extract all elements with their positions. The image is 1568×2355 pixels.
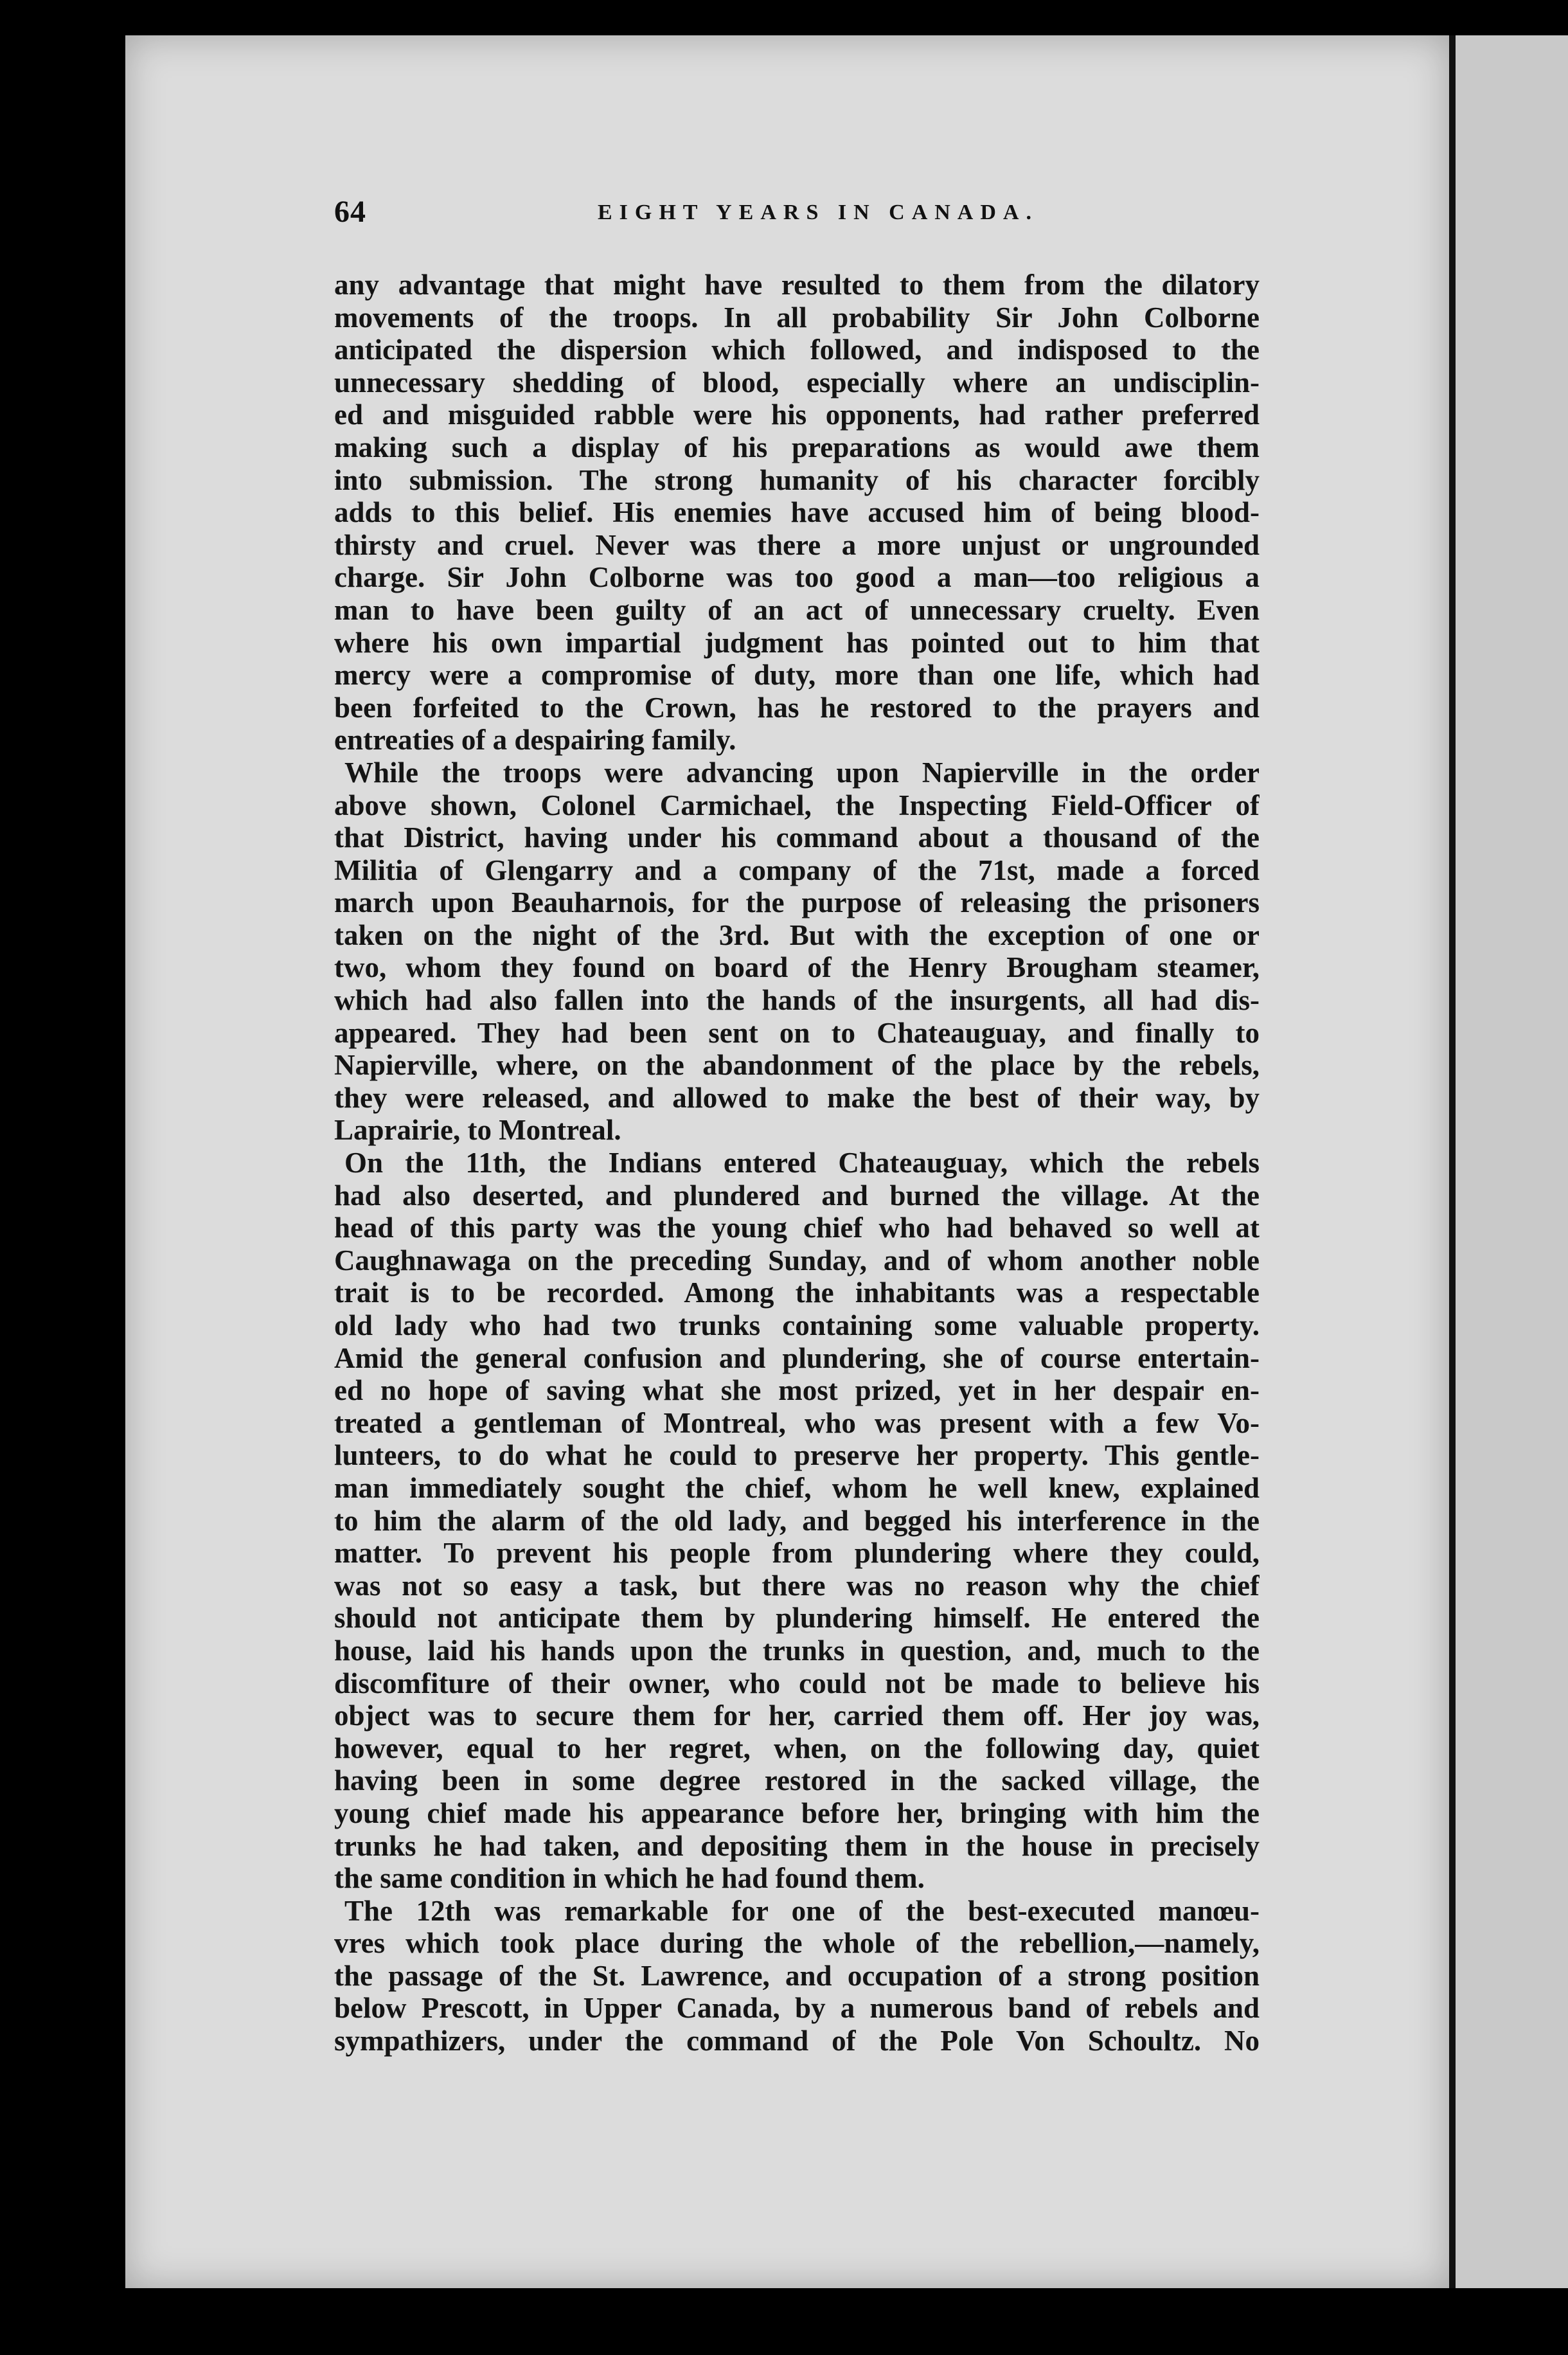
text-line: discomfiture of their owner, who could not be made to believe his [334, 1667, 1260, 1699]
text-line: man to have been guilty of an act of unnecessary cruelty. Even [334, 593, 1260, 626]
body-text [334, 269, 1260, 2057]
text-line: adds to this belief. His enemies have accused him of being blood- [334, 496, 1260, 529]
page-header [334, 194, 1260, 233]
text-line: Militia of Glengarry and a company of the 71st, made a forced [334, 854, 1260, 886]
page-gutter [1449, 35, 1456, 2288]
text-line: head of this party was the young chief who had behaved so well at [334, 1212, 1260, 1244]
text-line: man immediately sought the chief, whom he well knew, explained [334, 1471, 1260, 1504]
text-line: While the troops were advancing upon Napierville in the order [344, 756, 1260, 789]
text-line: thirsty and cruel. Never was there a more unjust or ungrounded [334, 528, 1260, 561]
text-line: Amid the general confusion and plundering, she of course entertain- [334, 1341, 1260, 1374]
text-line: trait is to be recorded. Among the inhabitants was a respectable [334, 1276, 1260, 1309]
text-line: treated a gentleman of Montreal, who was present with a few Vo- [334, 1406, 1260, 1439]
text-line: two, whom they found on board of the Henry Brougham steamer, [334, 951, 1260, 984]
text-line: mercy were a compromise of duty, more than one life, which had [334, 659, 1260, 692]
text-line: The 12th was remarkable for one of the best-executed manœu- [344, 1894, 1260, 1927]
text-line: matter. To prevent his people from plundering where they could, [334, 1537, 1260, 1570]
running-title: EIGHT YEARS IN CANADA. [598, 201, 1038, 224]
text-line: young chief made his appearance before her, bringing with him the [334, 1796, 1260, 1829]
text-line: Caughnawaga on the preceding Sunday, and of whom another noble [334, 1244, 1260, 1276]
text-line: vres which took place during the whole of the rebellion,—namely, [334, 1927, 1260, 1960]
text-line: ed no hope of saving what she most prized, yet in her despair en- [334, 1374, 1260, 1407]
text-line: unnecessary shedding of blood, especially where an undisciplin- [334, 366, 1260, 398]
text-line: movements of the troops. In all probability Sir John Colborne [334, 301, 1260, 334]
text-line: below Prescott, in Upper Canada, by a numerous band of rebels and [334, 1992, 1260, 2025]
text-line: any advantage that might have resulted to them from the dilatory [334, 269, 1260, 301]
text-line: Napierville, where, on the abandonment of the place by the rebels, [334, 1049, 1260, 1082]
text-line: march upon Beauharnois, for the purpose of releasing the prisoners [334, 886, 1260, 919]
text-line: sympathizers, under the command of the Pole Von Schoultz. No [334, 2025, 1260, 2057]
text-line: house, laid his hands upon the trunks in question, and, much to the [334, 1634, 1260, 1667]
text-line: appeared. They had been sent on to Chateauguay, and finally to [334, 1016, 1260, 1049]
text-line: taken on the night of the 3rd. But with the exception of one or [334, 918, 1260, 951]
text-line: was not so easy a task, but there was no reason why the chief [334, 1569, 1260, 1602]
adjacent-page-edge [1456, 35, 1568, 2288]
text-line: however, equal to her regret, when, on the following day, quiet [334, 1732, 1260, 1764]
text-line: trunks he had taken, and depositing them in the house in precisely [334, 1829, 1260, 1862]
text-line: having been in some degree restored in the sacked village, the [334, 1764, 1260, 1797]
text-line: where his own impartial judgment has pointed out to him that [334, 626, 1260, 659]
text-line: Laprairie, to Montreal. [334, 1114, 621, 1147]
page-number: 64 [334, 195, 366, 229]
text-line: anticipated the dispersion which followed, and indisposed to the [334, 334, 1260, 366]
text-line: On the 11th, the Indians entered Chateauguay, which the rebels [344, 1147, 1260, 1179]
text-line: ed and misguided rabble were his opponents, had rather preferred [334, 398, 1260, 431]
text-line: had also deserted, and plundered and burned the village. At the [334, 1179, 1260, 1212]
text-line: they were released, and allowed to make the best of their way, by [334, 1081, 1260, 1114]
text-line: above shown, Colonel Carmichael, the Inspecting Field-Officer of [334, 789, 1260, 821]
text-line: object was to secure them for her, carried them off. Her joy was, [334, 1699, 1260, 1732]
text-line: to him the alarm of the old lady, and begged his interference in the [334, 1504, 1260, 1537]
text-line: the passage of the St. Lawrence, and occupation of a strong position [334, 1959, 1260, 1992]
text-line: making such a display of his preparations as would awe them [334, 431, 1260, 463]
text-line: the same condition in which he had found them. [334, 1862, 925, 1895]
text-line: that District, having under his command about a thousand of the [334, 821, 1260, 854]
text-line: into submission. The strong humanity of his character forcibly [334, 463, 1260, 496]
text-line: which had also fallen into the hands of the insurgents, all had dis- [334, 984, 1260, 1017]
text-line: been forfeited to the Crown, has he restored to the prayers and [334, 691, 1260, 724]
text-line: old lady who had two trunks containing some valuable property. [334, 1309, 1260, 1341]
text-line: charge. Sir John Colborne was too good a man—too religious a [334, 561, 1260, 594]
text-line: lunteers, to do what he could to preserve her property. This gentle- [334, 1439, 1260, 1472]
text-line: entreaties of a despairing family. [334, 724, 736, 757]
text-line: should not anticipate them by plundering himself. He entered the [334, 1602, 1260, 1634]
